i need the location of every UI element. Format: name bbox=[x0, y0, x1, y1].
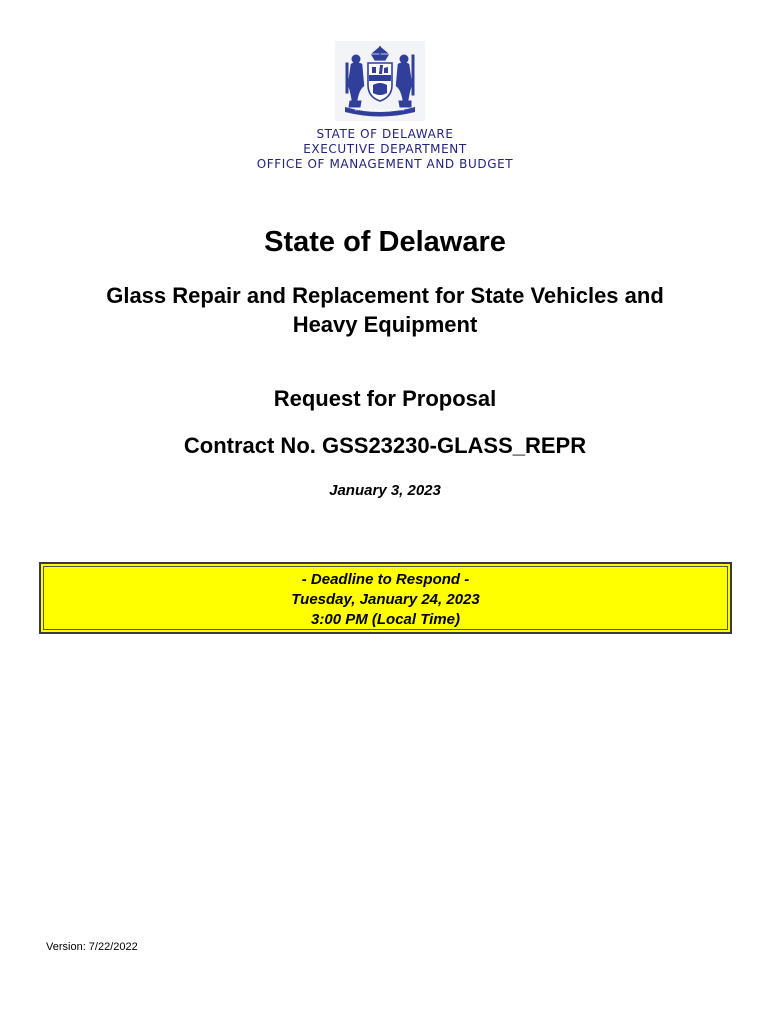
header-state-name: STATE OF DELAWARE bbox=[316, 127, 454, 141]
subtitle-line-2: Heavy Equipment bbox=[292, 312, 478, 337]
document-subtitle bbox=[0, 281, 770, 339]
contract-number: Contract No. GSS23230-GLASS_REPR bbox=[183, 433, 587, 458]
deadline-heading: - Deadline to Respond - bbox=[301, 571, 470, 588]
deadline-time: 3:00 PM (Local Time) bbox=[311, 611, 460, 628]
state-seal-icon bbox=[335, 41, 425, 121]
subtitle-line-1: Glass Repair and Replacement for State Vehicles and bbox=[106, 283, 664, 308]
document-type: Request for Proposal bbox=[273, 386, 497, 411]
deadline-date: Tuesday, January 24, 2023 bbox=[291, 591, 480, 608]
version-label: Version: 7/22/2022 bbox=[46, 941, 138, 953]
state-seal-graphic bbox=[335, 41, 425, 121]
document-title: State of Delaware bbox=[264, 226, 506, 258]
header-department: EXECUTIVE DEPARTMENT bbox=[303, 142, 467, 156]
header-office: OFFICE OF MANAGEMENT AND BUDGET bbox=[256, 157, 514, 171]
issue-date: January 3, 2023 bbox=[329, 482, 441, 499]
deadline-box bbox=[39, 562, 732, 634]
